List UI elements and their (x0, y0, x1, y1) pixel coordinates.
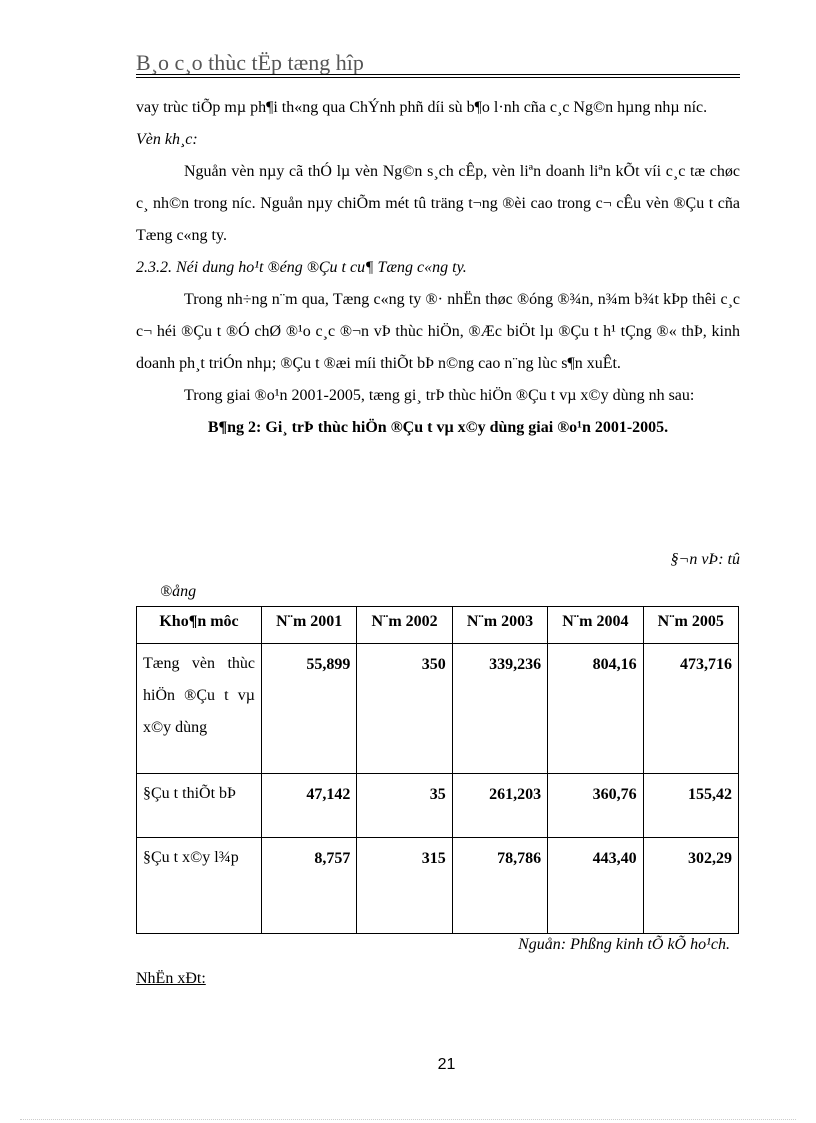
table-row (137, 644, 739, 774)
table-header-row (137, 607, 739, 644)
table-cell: 55,899 (262, 644, 357, 774)
column-header: N¨m 2004 (548, 607, 643, 644)
report-title: B¸o c¸o thùc tËp tæng hîp (136, 50, 364, 75)
table-cell: 350 (357, 644, 452, 774)
table-caption: B¶ng 2: Gi¸ trÞ thùc hiÖn ®Çu t vµ x©y dùng giai ®o¹n 2001-2005. (207, 419, 669, 436)
header-divider (136, 74, 740, 78)
remark-heading: NhËn xÐt: (136, 970, 206, 987)
column-header: N¨m 2005 (643, 607, 738, 644)
table-cell: 78,786 (452, 838, 547, 934)
paragraph-other-capital: Nguån vèn nµy cã thÓ lµ vèn Ng©n s¸ch cÊp, vèn liªn doanh liªn kÕt víi c¸c tæ chøc c¸ nh©n trong níc. Nguån nµy chiÕm mét tû träng t¬ng ®èi cao trong c¬ cÊu vèn ®Çu t cña Tæng c«ng ty. (136, 163, 740, 244)
table-cell: 315 (357, 838, 452, 934)
table-source: Nguån: Phßng kinh tÕ kÕ ho¹ch. (518, 936, 730, 953)
table-cell: 35 (357, 774, 452, 838)
table-cell: 155,42 (643, 774, 738, 838)
paragraph-loan: vay trùc tiÕp mµ ph¶i th«ng qua ChÝnh phñ díi sù b¶o l·nh cña c¸c Ng©n hµng nhµ níc. (136, 99, 708, 116)
table-row (137, 838, 739, 934)
page-number: 21 (437, 1056, 456, 1073)
column-header: Kho¶n môc (137, 607, 262, 644)
subheading-other-capital: Vèn kh¸c: (136, 131, 198, 148)
table-cell: 302,29 (643, 838, 738, 934)
unit-label: §¬n vÞ: tû (670, 551, 740, 568)
column-header: N¨m 2002 (357, 607, 452, 644)
table-cell: 339,236 (452, 644, 547, 774)
unit-note (136, 544, 740, 608)
row-label: Tæng vèn thùc hiÖn ®Çu t vµ x©y dùng (137, 644, 262, 774)
page-bottom-border (20, 1119, 796, 1120)
unit-value: ®ång (160, 583, 197, 600)
column-header: N¨m 2001 (262, 607, 357, 644)
paragraph-period: Trong giai ®o¹n 2001-2005, tæng gi¸ trÞ thùc hiÖn ®Çu t vµ x©y dùng nh sau: (184, 387, 695, 404)
column-header: N¨m 2003 (452, 607, 547, 644)
investment-table (136, 606, 739, 934)
document-body (136, 92, 740, 444)
paragraph-investment: Trong nh÷ng n¨m qua, Tæng c«ng ty ®· nhËn thøc ®óng ®¾n, n¾m b¾t kÞp thêi c¸c c¬ héi ®Çu t ®Ó chØ ®¹o c¸c ®¬n vÞ thùc hiÖn, ®Æc biÖt lµ ®Çu t h¹ tÇng ®« thÞ, kinh doanh ph¸t triÓn nhµ; ®Çu t ®æi míi thiÕt bÞ n©ng cao n¨ng lùc s¶n xuÊt. (136, 291, 740, 372)
table-cell: 261,203 (452, 774, 547, 838)
table-cell: 47,142 (262, 774, 357, 838)
row-label: §Çu t thiÕt bÞ (137, 774, 262, 838)
table-cell: 360,76 (548, 774, 643, 838)
table-cell: 8,757 (262, 838, 357, 934)
table-row (137, 774, 739, 838)
table-cell: 804,16 (548, 644, 643, 774)
table-cell: 443,40 (548, 838, 643, 934)
section-heading: 2.3.2. Néi dung ho¹t ®éng ®Çu t cu¶ Tæng c«ng ty. (136, 259, 467, 276)
table-cell: 473,716 (643, 644, 738, 774)
row-label: §Çu t x©y l¾p (137, 838, 262, 934)
